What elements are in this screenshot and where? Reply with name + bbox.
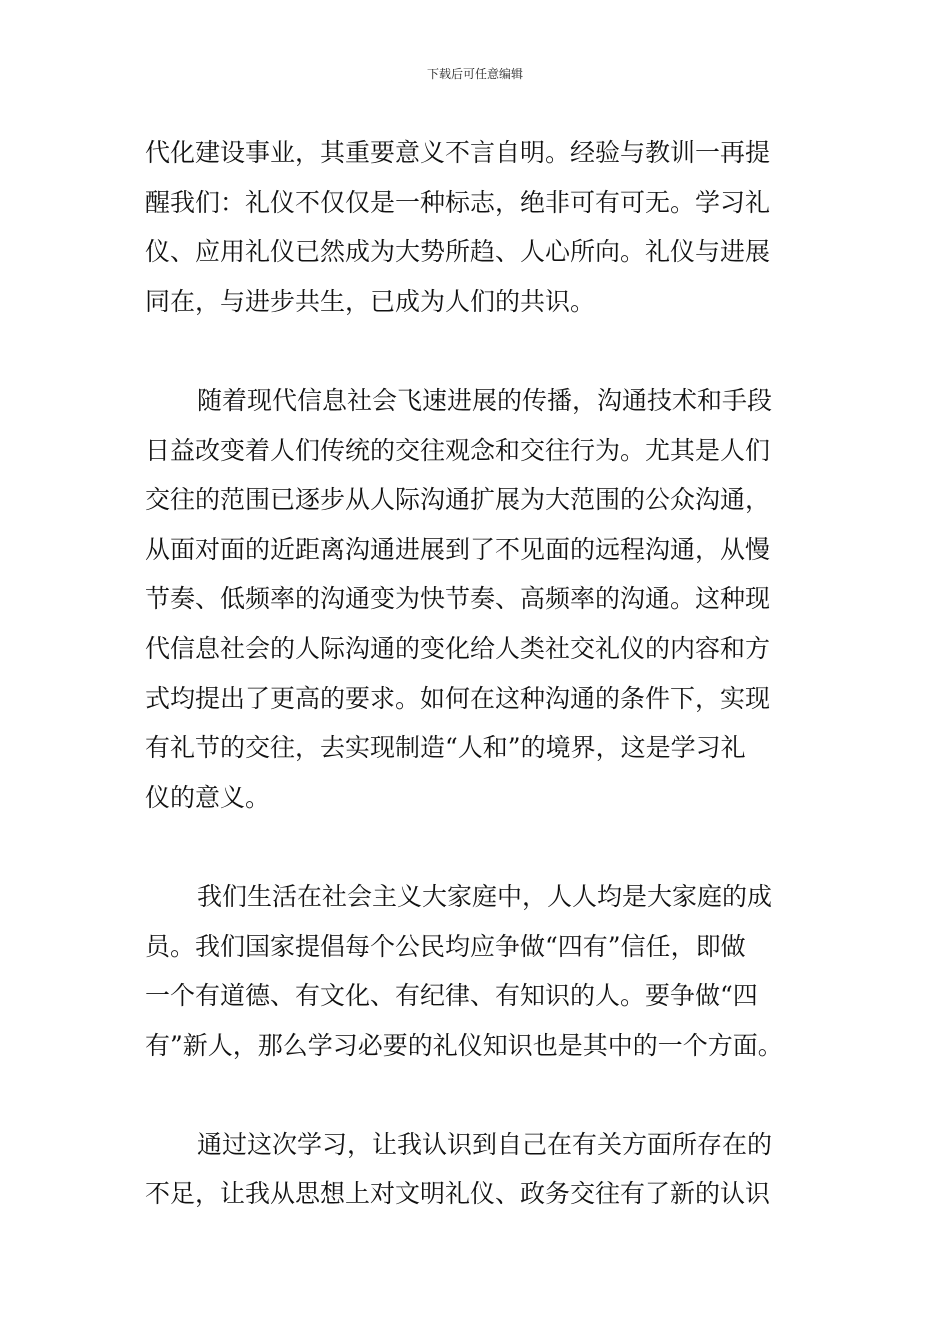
text-line: 有礼节的交往，去实现制造“人和”的境界，这是学习礼 (145, 733, 746, 763)
paragraph-4 (145, 1120, 810, 1219)
text-line: 不足，让我从思想上对文明礼仪、政务交往有了新的认识 (145, 1179, 771, 1209)
text-line: 仪、应用礼仪已然成为大势所趋、人心所向。礼仪与进展 (145, 237, 771, 267)
text-line: 代信息社会的人际沟通的变化给人类社交礼仪的内容和方 (145, 633, 771, 663)
text-line: 一个有道德、有文化、有纪律、有知识的人。要争做“四 (145, 981, 758, 1011)
text-line: 式均提出了更高的要求。如何在这种沟通的条件下，实现 (145, 683, 771, 713)
text-line: 代化建设事业，其重要意义不言自明。经验与教训一再提 (145, 138, 771, 167)
paragraph-gap (145, 1070, 810, 1120)
paragraph-1 (145, 128, 810, 326)
text-line: 我们生活在社会主义大家庭中，人人均是大家庭的成 (197, 881, 773, 911)
paragraph-gap (145, 326, 810, 376)
text-line: 同在，与进步共生，已成为人们的共识。 (145, 286, 596, 316)
page-header-note: 下载后可任意编辑 (426, 67, 523, 81)
text-line: 仪的意义。 (145, 782, 271, 812)
text-line: 交往的范围已逐步从人际沟通扩展为大范围的公众沟通， (145, 485, 771, 515)
paragraph-3 (145, 872, 810, 1070)
text-line: 日益改变着人们传统的交往观念和交往行为。尤其是人们 (145, 435, 771, 465)
paragraph-2 (145, 376, 810, 822)
document-body (145, 128, 810, 1219)
text-line: 从面对面的近距离沟通进展到了不见面的远程沟通，从慢 (145, 534, 771, 564)
text-line: 员。我们国家提倡每个公民均应争做“四有”信任，即做 (145, 931, 746, 961)
paragraph-gap (145, 822, 810, 872)
text-line: 通过这次学习，让我认识到自己在有关方面所存在的 (197, 1129, 773, 1159)
text-line: 随着现代信息社会飞速进展的传播，沟通技术和手段 (197, 385, 773, 415)
text-line: 有”新人，那么学习必要的礼仪知识也是其中的一个方面。 (145, 1030, 783, 1060)
text-line: 节奏、低频率的沟通变为快节奏、高频率的沟通。这种现 (145, 584, 771, 614)
text-line: 醒我们：礼仪不仅仅是一种标志，绝非可有可无。学习礼 (145, 187, 771, 217)
